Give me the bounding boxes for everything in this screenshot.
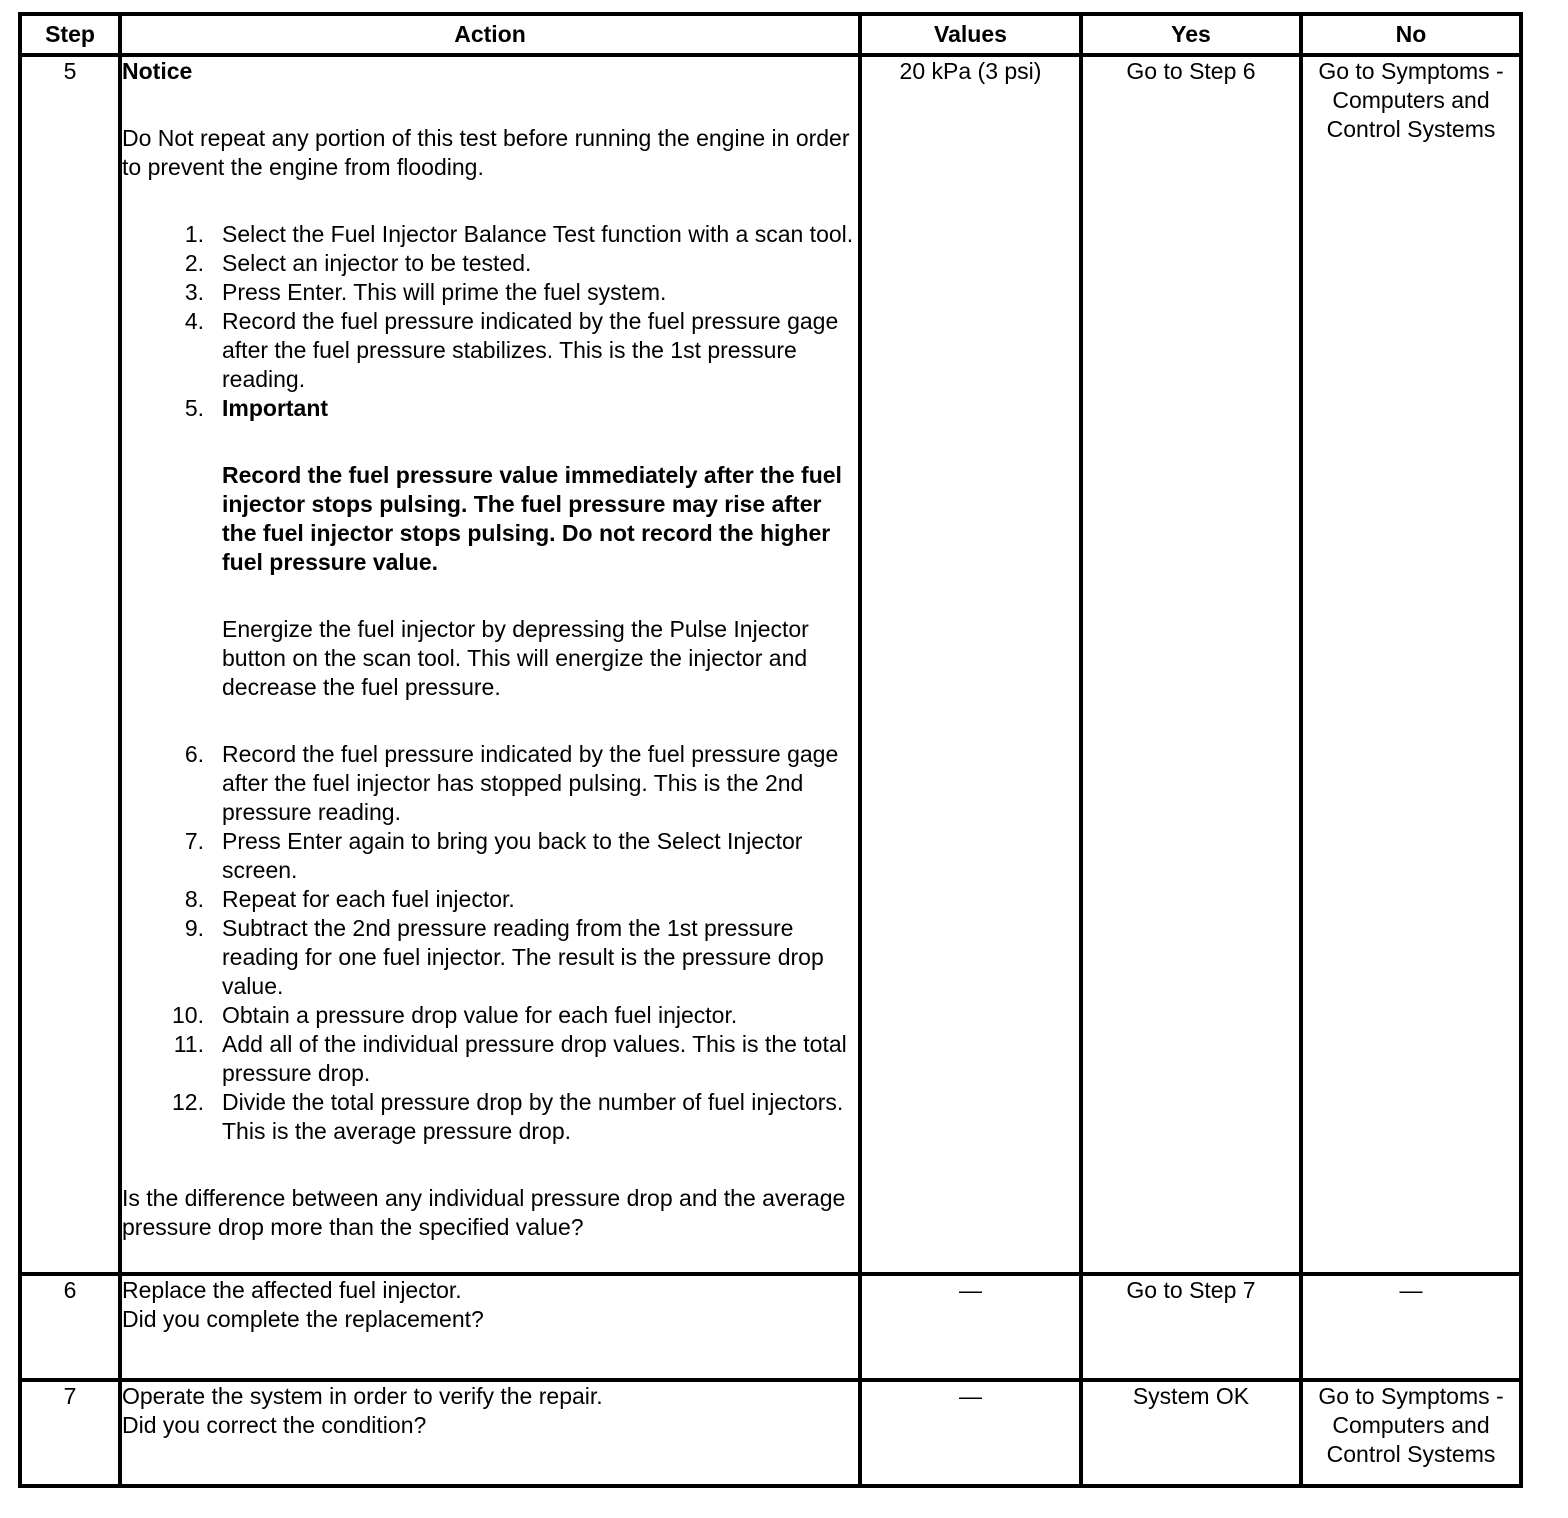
question-text: Did you complete the replacement? [122, 1306, 484, 1332]
header-action: Action [120, 14, 860, 55]
action-text: Operate the system in order to verify the repair. [122, 1383, 603, 1409]
yes-cell: Go to Step 7 [1081, 1274, 1301, 1380]
value-cell: 20 kPa (3 psi) [860, 55, 1081, 1274]
list-item: 1. Select the Fuel Injector Balance Test function with a scan tool. [184, 221, 854, 247]
list-item: 11. Add all of the individual pressure drop values. This is the total pressure drop. [173, 1031, 847, 1086]
list-item: 12. Divide the total pressure drop by the number of fuel injectors. This is the average pressure drop. [172, 1089, 844, 1144]
diagnostic-table [18, 12, 1523, 1488]
step-number: 7 [20, 1380, 120, 1486]
question-text: Is the difference between any individual pressure drop and the average pressure drop more than the specified value? [122, 1185, 846, 1240]
list-item: 5. Important Record the fuel pressure value immediately after the fuel injector stops pulsing. The fuel pressure may rise after the fuel injector stops pulsing. Do not record the higher fuel pressure value. Energize the fuel injector by depressing the Pulse Injector button on the scan tool. This will energize the injector and decrease the fuel pressure. [122, 394, 858, 740]
list-item: 4. Record the fuel pressure indicated by the fuel pressure gage after the fuel pressure stabilizes. This is the 1st pressure reading. [184, 308, 839, 392]
important-text: Record the fuel pressure value immediately after the fuel injector stops pulsing. The fuel pressure may rise after the fuel injector stops pulsing. Do not record the higher fuel pressure value. [222, 462, 842, 575]
table-row-step-5 [20, 55, 1521, 1274]
list-item: 10. Obtain a pressure drop value for each fuel injector. [172, 1002, 738, 1028]
table-row-step-7 [20, 1380, 1521, 1486]
list-item: 2. Select an injector to be tested. [184, 250, 532, 276]
procedure-list [122, 220, 858, 1146]
energize-text: Energize the fuel injector by depressing the Pulse Injector button on the scan tool. This will energize the injector and decrease the fuel pressure. [222, 616, 809, 700]
list-item: 3. Press Enter. This will prime the fuel system. [184, 279, 667, 305]
no-cell: Go to Symptoms - Computers and Control Systems [1301, 1380, 1521, 1486]
action-cell [120, 1274, 860, 1380]
header-row [20, 14, 1521, 55]
list-item: 7. Press Enter again to bring you back to the Select Injector screen. [184, 828, 803, 883]
step-number: 5 [20, 55, 120, 1274]
no-cell: Go to Symptoms - Computers and Control Systems [1301, 55, 1521, 1274]
header-values: Values [860, 14, 1081, 55]
action-cell [120, 1380, 860, 1486]
yes-cell: System OK [1081, 1380, 1301, 1486]
action-text: Replace the affected fuel injector. [122, 1277, 462, 1303]
no-cell: — [1301, 1274, 1521, 1380]
action-cell [120, 55, 860, 1274]
step-number: 6 [20, 1274, 120, 1380]
header-step: Step [20, 14, 120, 55]
notice-text: Do Not repeat any portion of this test before running the engine in order to prevent the engine from flooding. [122, 125, 850, 180]
question-text: Did you correct the condition? [122, 1412, 427, 1438]
list-item: 6. Record the fuel pressure indicated by the fuel pressure gage after the fuel injector has stopped pulsing. This is the 2nd pressure reading. [184, 741, 839, 825]
header-yes: Yes [1081, 14, 1301, 55]
value-cell: — [860, 1380, 1081, 1486]
list-item: 8. Repeat for each fuel injector. [184, 886, 515, 912]
list-item: 9. Subtract the 2nd pressure reading from the 1st pressure reading for one fuel injector. The result is the pressure drop value. [184, 915, 824, 999]
header-no: No [1301, 14, 1521, 55]
notice-title: Notice [122, 58, 193, 84]
value-cell: — [860, 1274, 1081, 1380]
important-label: Important [222, 395, 329, 421]
yes-cell: Go to Step 6 [1081, 55, 1301, 1274]
table-row-step-6 [20, 1274, 1521, 1380]
